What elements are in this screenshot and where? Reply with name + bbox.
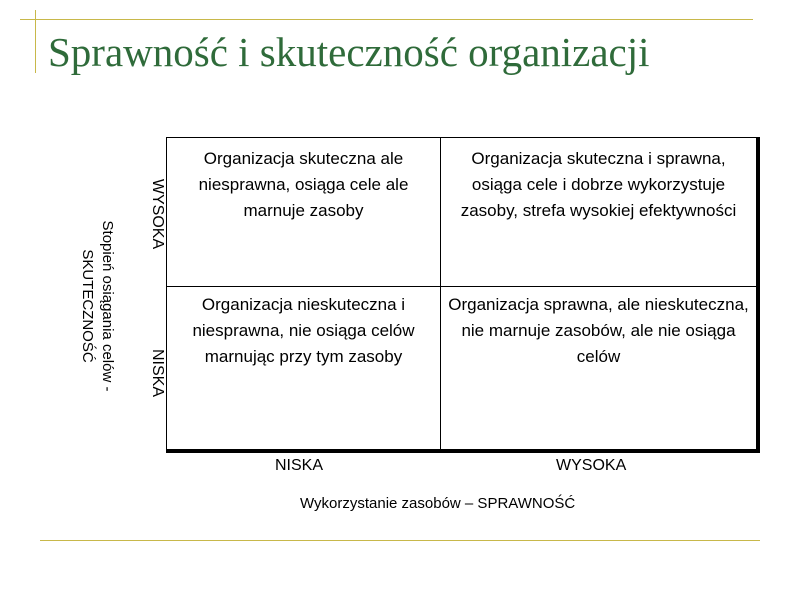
cell-effective-efficient: Organizacja skuteczna i sprawna, osiąga cele i dobrze wykorzystuje zasoby, strefa wysokiej efektywności	[441, 138, 756, 287]
row-label-low: NISKA	[149, 348, 166, 397]
row-label-high: WYSOKA	[149, 178, 166, 250]
title-accent-line	[35, 10, 36, 73]
top-divider-line	[20, 19, 753, 20]
cell-ineffective-inefficient: Organizacja nieskuteczna i niesprawna, nie osiąga celów marnując przy tym zasoby	[167, 287, 441, 449]
cell-effective-inefficient: Organizacja skuteczna ale niesprawna, osiąga cele ale marnuje zasoby	[167, 138, 441, 287]
col-label-low: NISKA	[275, 457, 324, 474]
bottom-divider-line	[40, 540, 760, 541]
col-label-high: WYSOKA	[556, 457, 627, 474]
slide-title: Sprawność i skuteczność organizacji	[48, 29, 650, 75]
x-axis-label: Wykorzystanie zasobów – SPRAWNOŚĆ	[300, 495, 576, 512]
y-axis-label: Stopień osiągania celów - SKUTECZNOŚĆ	[79, 220, 116, 392]
efficiency-effectiveness-matrix	[166, 137, 760, 453]
cell-ineffective-efficient: Organizacja sprawna, ale nieskuteczna, nie marnuje zasobów, ale nie osiąga celów	[448, 295, 749, 366]
